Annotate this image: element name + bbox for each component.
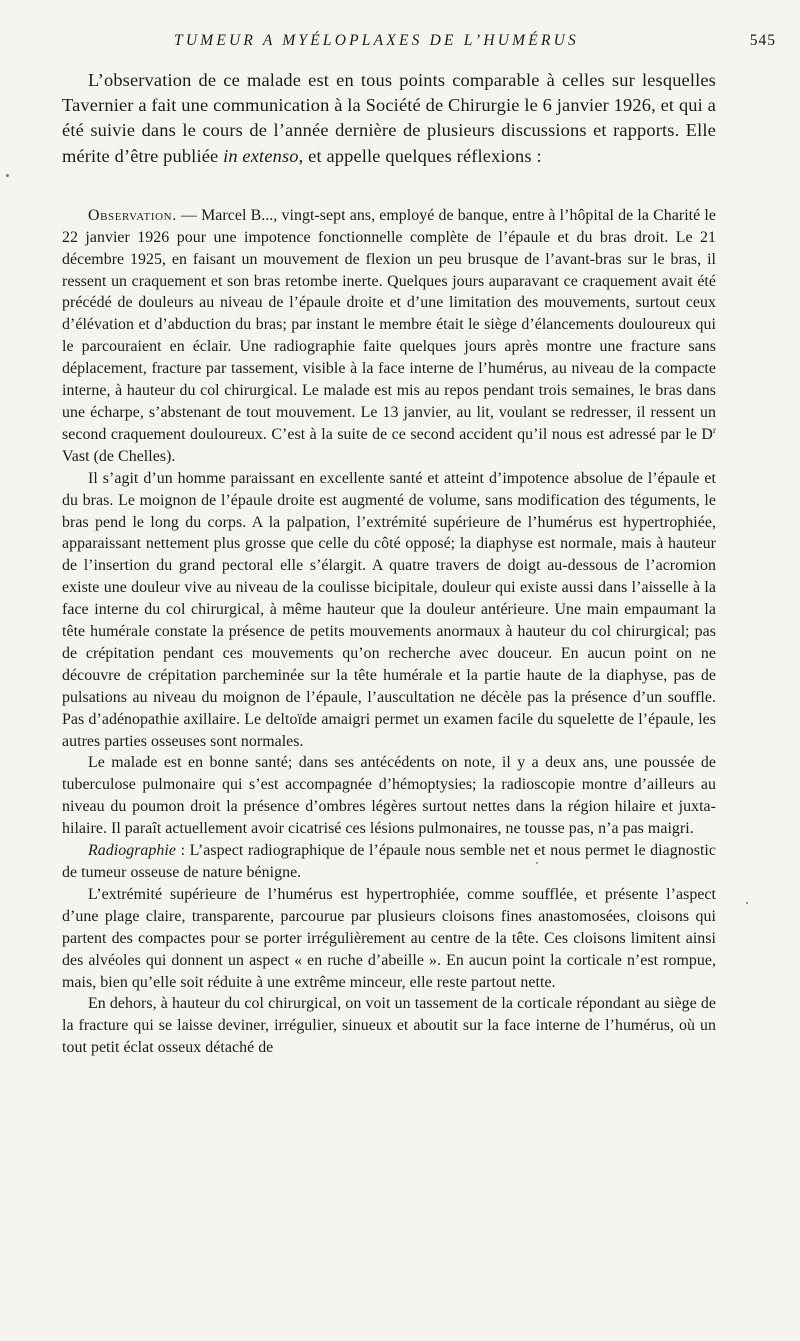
observation-section — [62, 205, 716, 1059]
intro-text: L’observation de ce malade est en tous points comparable à celles sur lesquelles Tavernier a fait une communication à la Société de Chirurgie le 6 janvier 1926, et qui a été suivie dans le cours de l’année dernière de plusieurs discussions et rapports. Elle mérite d’être publiée — [62, 70, 716, 166]
doctor-abbrev-superscript: r — [712, 424, 716, 435]
observation-paragraph-1 — [62, 205, 716, 468]
intro-emphasis: in extenso — [223, 145, 299, 166]
radiography-label: Radiographie — [88, 842, 176, 860]
observation-label: Observation. — [88, 206, 177, 224]
paper-speck — [746, 902, 748, 904]
paper-speck — [6, 174, 9, 177]
observation-text-end: Vast (de Chelles). — [62, 447, 176, 465]
running-title: TUMEUR A MYÉLOPLAXES DE L’HUMÉRUS — [174, 32, 579, 49]
paper-speck — [536, 862, 538, 864]
observation-paragraph-3: Le malade est en bonne santé; dans ses antécédents on note, il y a deux ans, une poussée de tuberculose pulmonaire qui s’est accompagnée d’hémoptysies; la radioscopie montre d’ailleurs au niveau du poumon droit la présence d’ombres légères surtout nettes dans la région hilaire et juxta-hilaire. Il paraît actuellement avoir cicatrisé ces lésions pulmonaires, ne tousse pas, n’a pas maigri. — [62, 754, 716, 838]
radiography-paragraph — [62, 840, 716, 884]
observation-paragraph-5: L’extrémité supérieure de l’humérus est hypertrophiée, comme soufflée, et présente l’aspect d’une plage claire, transparente, parcourue par plusieurs cloisons fines anastomosées, cloisons qui partent des compactes pour se porter irrégulièrement au centre de la tête. Ces cloisons limitent ainsi des alvéoles qui donnent un aspect « en ruche d’abeille ». En aucun point la corticale n’est rompue, mais, bien qu’elle soit réduite à une extrême minceur, elle reste partout nette. — [62, 885, 716, 991]
page-number: 545 — [749, 32, 776, 49]
observation-paragraph-2: Il s’agit d’un homme paraissant en excellente santé et atteint d’impotence absolue de l’épaule et du bras. Le moignon de l’épaule droite est augmenté de volume, sans modification des téguments, le bras pend le long du corps. A la palpation, l’extrémité supérieure de l’humérus est hypertrophiée, apparaissant nettement plus grosse que celle du côté opposé; la diaphyse est normale, mais à hauteur de l’insertion du grand pectoral elle s’élargit. A quatre travers de doigt au-dessous de l’acromion existe une douleur vive au niveau de la coulisse bicipitale, douleur qui existe aussi dans l’aisselle à la face interne du col chirurgical, à même hauteur que la douleur antérieure. Une main empaumant la tête humérale constate la présence de petits mouvements anormaux à hauteur du col chirurgical; pas de crépitation pendant ces mouvements qu’on recherche avec douceur. En aucun point on ne découvre de crépitation parcheminée sur la tête humérale et la partie haute de la diaphyse, pas de pulsations au niveau du moignon de l’épaule, l’auscultation ne décèle pas la présence d’un souffle. Pas d’adénopathie axillaire. Le deltoïde amaigri permet un examen facile du squelette de l’épaule, les autres parties osseuses sont normales. — [62, 469, 716, 750]
running-header — [62, 26, 776, 52]
intro-text-end: , et appelle quelques réflexions : — [298, 145, 542, 166]
observation-text: — Marcel B..., vingt-sept ans, employé de banque, entre à l’hôpital de la Charité le 22 janvier 1926 pour une impotence fonctionnelle complète de l’épaule et du bras droit. Le 21 décembre 1925, en faisant un mouvement de flexion un peu brusque de l’avant-bras sur le bras, il ressent un craquement et son bras retombe inerte. Quelques jours auparavant ce craquement avait été précédé de douleurs au niveau de l’épaule droite et d’une limitation des mouvements, surtout ceux d’élévation et d’abduction du bras; par instant le membre était le siège d’élancements douloureux qui le parcouraient en éclair. Une radiographie faite quelques jours après montre une fracture sans déplacement, fracture par tassement, visible à la face interne de l’humérus, au niveau de la compacte interne, à hauteur du col chirurgical. Le malade est mis au repos pendant trois semaines, le bras dans une écharpe, s’abstenant de tout mouvement. Le 13 janvier, au lit, voulant se redresser, il ressent un second craquement douloureux. C’est à la suite de ce second accident qu’il nous est adressé par le D — [62, 206, 716, 443]
radiography-text: : L’aspect radiographique de l’épaule nous semble net et nous permet le diagnostic de tumeur osseuse de nature bénigne. — [62, 842, 716, 881]
observation-paragraph-6: En dehors, à hauteur du col chirurgical, on voit un tassement de la corticale répondant au siège de la fracture qui se laisse deviner, irrégulier, sinueux et aboutit sur la face interne de l’humérus, où un tout petit éclat osseux détaché de — [62, 995, 716, 1057]
intro-paragraph — [62, 68, 716, 169]
